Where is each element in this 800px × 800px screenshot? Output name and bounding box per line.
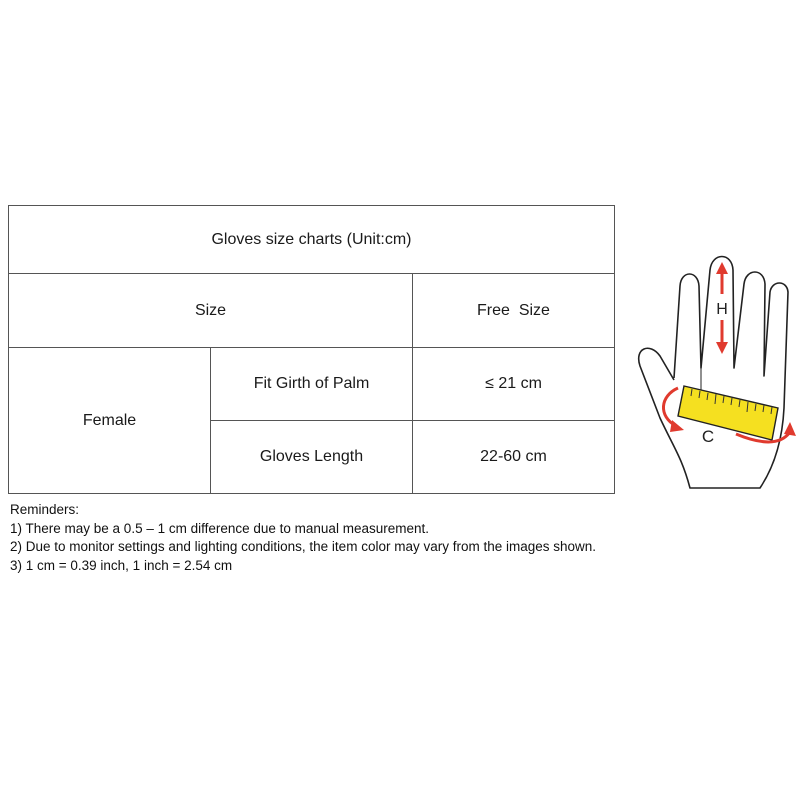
size-header-value: Free Size (413, 274, 615, 348)
attribute-palm-girth: Fit Girth of Palm (211, 348, 413, 421)
reminder-item: 3) 1 cm = 0.39 inch, 1 inch = 2.54 cm (10, 557, 233, 573)
size-chart-table (8, 205, 615, 494)
hand-measurement-diagram (630, 248, 800, 498)
height-label: H (716, 301, 728, 318)
reminders-heading: Reminders: (10, 502, 80, 517)
reminder-item: 1) There may be a 0.5 – 1 cm difference due to manual measurement. (10, 520, 429, 536)
reminders-notes (10, 501, 610, 575)
hand-outline (639, 257, 788, 489)
reminder-item: 2) Due to monitor settings and lighting conditions, the item color may vary from the images shown. (10, 539, 597, 554)
table-title: Gloves size charts (Unit:cm) (9, 206, 615, 274)
group-label-female: Female (9, 348, 211, 494)
value-palm-girth: ≤ 21 cm (413, 348, 615, 421)
value-gloves-length: 22-60 cm (413, 421, 615, 494)
attribute-gloves-length: Gloves Length (211, 421, 413, 494)
circumference-label: C (701, 427, 715, 446)
size-header-label: Size (9, 274, 413, 348)
